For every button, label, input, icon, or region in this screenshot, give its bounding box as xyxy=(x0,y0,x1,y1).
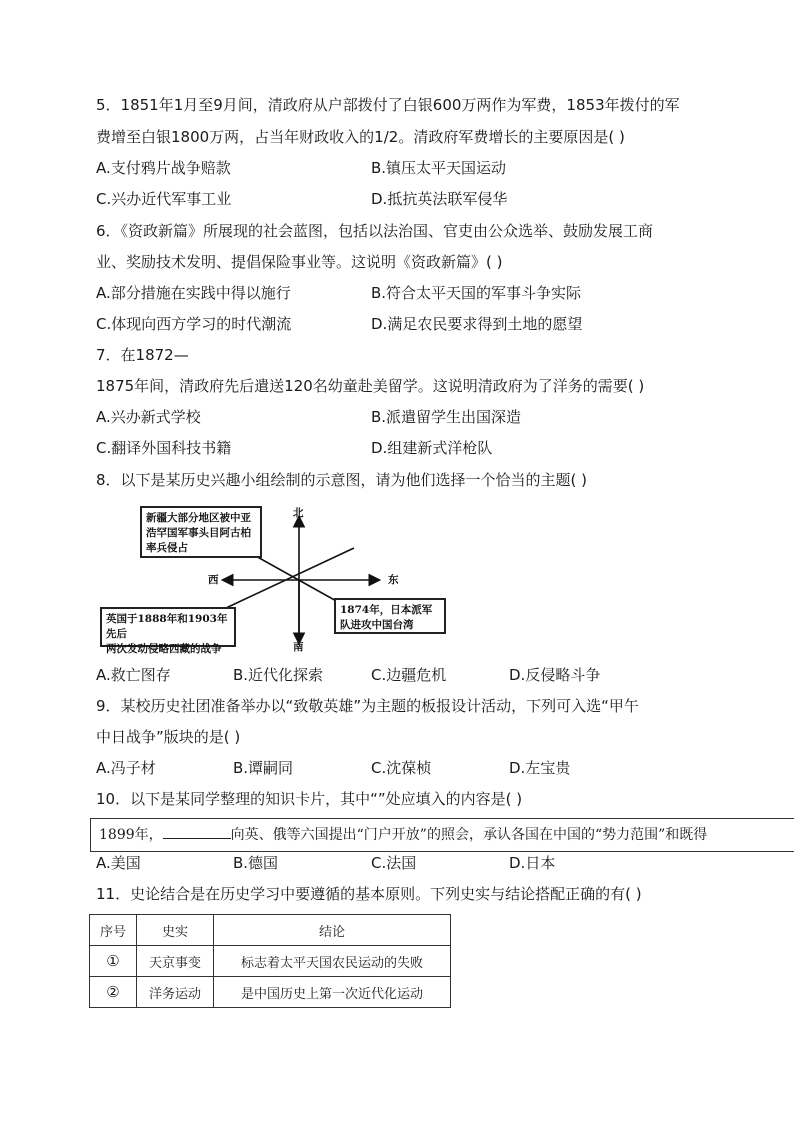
q10-option-a[interactable]: A.美国 xyxy=(96,854,141,872)
card-prefix: 1899年， xyxy=(99,827,163,843)
q7-option-b[interactable]: B.派遣留学生出国深造 xyxy=(371,408,522,426)
table-header-row xyxy=(90,915,451,946)
q6-option-d[interactable]: D.满足农民要求得到土地的愿望 xyxy=(371,315,583,333)
header-cell: 序号 xyxy=(90,915,137,946)
note-line: 1874年，日本派军 xyxy=(340,604,433,616)
q9-option-c[interactable]: C.沈葆桢 xyxy=(371,759,432,777)
card-suffix: 向英、俄等六国提出“门户开放”的照会，承认各国在中国的“势力范围”和既得 xyxy=(230,827,708,843)
north-label: 北 xyxy=(293,507,304,519)
east-label: 东 xyxy=(388,574,399,586)
tibet-invasion-note xyxy=(100,607,236,655)
table-cell: 洋务运动 xyxy=(137,977,214,1008)
q6-stem-line2: 业、奖励技术发明、提倡保险事业等。这说明《资政新篇》( ) xyxy=(96,253,503,271)
west-label: 西 xyxy=(208,574,219,586)
note-line: 队进攻中国台湾 xyxy=(340,619,414,631)
table-cell: 标志着太平天国农民运动的失败 xyxy=(214,946,451,977)
table-row xyxy=(90,946,451,977)
q10-option-c[interactable]: C.法国 xyxy=(371,854,417,872)
q5-option-d[interactable]: D.抵抗英法联军侵华 xyxy=(371,190,508,208)
border-map-diagram xyxy=(96,500,456,660)
note-line: 率兵侵占 xyxy=(146,542,188,554)
q10-option-d[interactable]: D.日本 xyxy=(509,854,556,872)
q7-option-d[interactable]: D.组建新式洋枪队 xyxy=(371,439,493,457)
table-cell: 是中国历史上第一次近代化运动 xyxy=(214,977,451,1008)
note-line: 两次发动侵略西藏的战争 xyxy=(106,643,222,655)
note-line: 英国于1888年和1903年先后 xyxy=(106,613,228,640)
q5-stem-line1: 5．1851年1月至9月间，清政府从户部拨付了白银600万两作为军费，1853年拨付的军 xyxy=(96,96,680,114)
table-cell: 天京事变 xyxy=(137,946,214,977)
q7-stem-line1: 7．在1872— xyxy=(96,346,189,364)
header-cell: 史实 xyxy=(137,915,214,946)
knowledge-card-text xyxy=(99,824,707,845)
q8-option-b[interactable]: B.近代化探索 xyxy=(233,666,324,684)
fill-in-blank xyxy=(163,824,231,839)
q5-stem-line2: 费增至白银1800万两，占当年财政收入的1/2。清政府军费增长的主要原因是( ) xyxy=(96,128,625,146)
table-row xyxy=(90,977,451,1008)
table-cell: ① xyxy=(90,946,137,977)
q11-stem: 11．史论结合是在历史学习中要遵循的基本原则。下列史实与结论搭配正确的有( ) xyxy=(96,885,642,903)
q7-option-c[interactable]: C.翻译外国科技书籍 xyxy=(96,439,232,457)
header-cell: 结论 xyxy=(214,915,451,946)
xinjiang-invasion-note xyxy=(140,506,262,558)
q9-option-a[interactable]: A.冯子材 xyxy=(96,759,156,777)
q6-option-c[interactable]: C.体现向西方学习的时代潮流 xyxy=(96,315,292,333)
q9-stem-line2: 中日战争”版块的是( ) xyxy=(96,728,241,746)
note-line: 浩罕国军事头目阿古柏 xyxy=(146,527,251,539)
table-cell: ② xyxy=(90,977,137,1008)
q6-option-b[interactable]: B.符合太平天国的军事斗争实际 xyxy=(371,284,582,302)
q6-stem-line1: 6．《资政新篇》所展现的社会蓝图，包括以法治国、官吏由公众选举、鼓励发展工商 xyxy=(96,222,654,240)
q9-option-b[interactable]: B.谭嗣同 xyxy=(233,759,294,777)
q8-option-d[interactable]: D.反侵略斗争 xyxy=(509,666,601,684)
q8-option-c[interactable]: C.边疆危机 xyxy=(371,666,447,684)
history-conclusion-table xyxy=(89,914,451,1008)
q10-option-b[interactable]: B.德国 xyxy=(233,854,279,872)
q8-stem: 8．以下是某历史兴趣小组绘制的示意图，请为他们选择一个恰当的主题( ) xyxy=(96,471,588,489)
q9-stem-line1: 9．某校历史社团准备举办以“致敬英雄”为主题的板报设计活动，下列可入选“甲午 xyxy=(96,697,639,715)
q9-option-d[interactable]: D.左宝贵 xyxy=(509,759,571,777)
south-label: 南 xyxy=(293,641,304,653)
q5-option-a[interactable]: A.支付鸦片战争赔款 xyxy=(96,159,231,177)
q10-stem: 10．以下是某同学整理的知识卡片，其中“”处应填入的内容是( ) xyxy=(96,790,523,808)
q7-stem-line2: 1875年间，清政府先后遣送120名幼童赴美留学。这说明清政府为了洋务的需要( ) xyxy=(96,377,645,395)
q5-option-c[interactable]: C.兴办近代军事工业 xyxy=(96,190,232,208)
q5-option-b[interactable]: B.镇压太平天国运动 xyxy=(371,159,507,177)
note-line: 新疆大部分地区被中亚 xyxy=(146,512,251,524)
q6-option-a[interactable]: A.部分措施在实践中得以施行 xyxy=(96,284,291,302)
taiwan-invasion-note xyxy=(334,598,446,634)
q8-option-a[interactable]: A.救亡图存 xyxy=(96,666,171,684)
q7-option-a[interactable]: A.兴办新式学校 xyxy=(96,408,201,426)
knowledge-card xyxy=(90,818,794,852)
